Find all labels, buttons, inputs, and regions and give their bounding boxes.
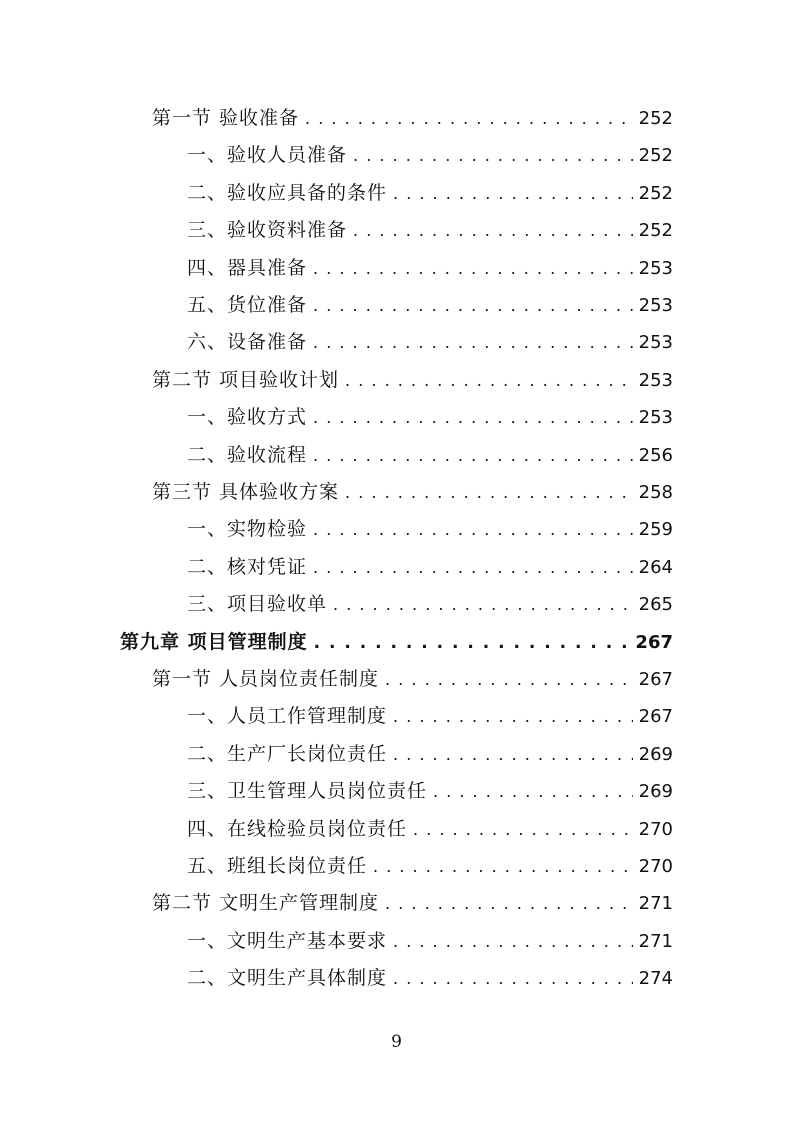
toc-entry xyxy=(187,324,673,361)
toc-dot-leader xyxy=(305,100,633,137)
toc-entry xyxy=(187,212,673,249)
page-number: 9 xyxy=(391,1032,402,1052)
toc-dot-leader xyxy=(313,324,633,361)
toc-entry-title: 二、核对凭证 xyxy=(187,556,308,578)
toc-entry-title: 第二节 文明生产管理制度 xyxy=(152,892,380,914)
toc-entry-page: 270 xyxy=(638,819,673,840)
toc-entry xyxy=(152,661,673,698)
toc-entry xyxy=(187,923,673,960)
toc-entry-page: 252 xyxy=(638,220,673,241)
toc-entry-title: 第一节 验收准备 xyxy=(152,107,300,129)
toc-entry-title: 四、器具准备 xyxy=(187,257,308,279)
toc-entry-title: 第二节 项目验收计划 xyxy=(152,369,340,391)
toc-entry xyxy=(187,773,673,810)
toc-dot-leader xyxy=(345,362,633,399)
toc-entry xyxy=(187,586,673,623)
toc-dot-leader xyxy=(313,399,633,436)
toc-entry-title: 一、文明生产基本要求 xyxy=(187,930,388,952)
toc-entry-title: 二、验收流程 xyxy=(187,444,308,466)
toc-entry-title: 五、货位准备 xyxy=(187,294,308,316)
toc-entry-title: 四、在线检验员岗位责任 xyxy=(187,818,408,840)
toc-dot-leader xyxy=(413,811,633,848)
toc-entry xyxy=(187,736,673,773)
toc-entry-title: 三、验收资料准备 xyxy=(187,219,348,241)
toc-dot-leader xyxy=(345,474,633,511)
toc-entry xyxy=(187,399,673,436)
toc-entry-title: 第一节 人员岗位责任制度 xyxy=(152,668,380,690)
toc-dot-leader xyxy=(333,586,633,623)
toc-entry xyxy=(187,698,673,735)
toc-dot-leader xyxy=(393,736,633,773)
toc-entry-page: 252 xyxy=(638,108,673,129)
toc-entry-page: 271 xyxy=(638,893,673,914)
toc-entry-title: 三、项目验收单 xyxy=(187,593,328,615)
toc-entry-title: 一、验收人员准备 xyxy=(187,144,348,166)
toc-entry-page: 267 xyxy=(635,632,673,653)
toc-entry-page: 269 xyxy=(638,781,673,802)
toc-entry-page: 252 xyxy=(638,183,673,204)
toc-entry-page: 267 xyxy=(638,669,673,690)
toc-entry-page: 259 xyxy=(638,519,673,540)
toc-entry-page: 253 xyxy=(638,295,673,316)
toc-entry-page: 256 xyxy=(638,445,673,466)
toc-entry-title: 六、设备准备 xyxy=(187,331,308,353)
toc-entry-title: 一、实物检验 xyxy=(187,518,308,540)
toc-entry xyxy=(187,511,673,548)
toc-dot-leader xyxy=(353,212,633,249)
toc-dot-leader xyxy=(385,885,633,922)
toc-entry xyxy=(187,250,673,287)
toc-entry-page: 252 xyxy=(638,145,673,166)
toc-entry-page: 265 xyxy=(638,594,673,615)
toc-entry xyxy=(152,474,673,511)
toc-entry xyxy=(187,960,673,997)
toc-entry xyxy=(152,100,673,137)
toc-entry xyxy=(120,624,673,661)
toc-entry xyxy=(187,437,673,474)
toc-entry-title: 第三节 具体验收方案 xyxy=(152,481,340,503)
toc-dot-leader xyxy=(314,625,630,662)
toc-entry-page: 253 xyxy=(638,258,673,279)
toc-dot-leader xyxy=(353,137,633,174)
toc-dot-leader xyxy=(393,698,633,735)
toc-entry xyxy=(187,848,673,885)
toc-entry-page: 271 xyxy=(638,931,673,952)
toc-entry-page: 258 xyxy=(638,482,673,503)
toc-entry-title: 一、验收方式 xyxy=(187,406,308,428)
toc-dot-leader xyxy=(313,511,633,548)
toc-entry xyxy=(187,811,673,848)
toc-entry-page: 253 xyxy=(638,332,673,353)
toc-dot-leader xyxy=(393,175,633,212)
toc-dot-leader xyxy=(393,923,633,960)
toc-entry xyxy=(187,549,673,586)
toc-entry-page: 269 xyxy=(638,744,673,765)
toc-dot-leader xyxy=(433,773,633,810)
toc-entry-title: 二、生产厂长岗位责任 xyxy=(187,743,388,765)
toc-entry-page: 270 xyxy=(638,856,673,877)
toc-entry-title: 三、卫生管理人员岗位责任 xyxy=(187,780,428,802)
toc-entry-page: 274 xyxy=(638,968,673,989)
toc-dot-leader xyxy=(313,549,633,586)
toc-entry-page: 267 xyxy=(638,706,673,727)
toc-entry xyxy=(187,137,673,174)
toc-entry-page: 253 xyxy=(638,370,673,391)
toc-dot-leader xyxy=(313,250,633,287)
toc-dot-leader xyxy=(313,437,633,474)
toc-entry xyxy=(152,885,673,922)
toc-entry xyxy=(152,362,673,399)
toc-dot-leader xyxy=(393,960,633,997)
toc-entry-page: 253 xyxy=(638,407,673,428)
toc-dot-leader xyxy=(385,661,633,698)
toc-entry-page: 264 xyxy=(638,557,673,578)
toc-dot-leader xyxy=(373,848,633,885)
toc-entry-title: 五、班组长岗位责任 xyxy=(187,855,368,877)
toc-entry xyxy=(187,287,673,324)
toc-entry xyxy=(187,175,673,212)
toc-dot-leader xyxy=(313,287,633,324)
toc-entry-title: 一、人员工作管理制度 xyxy=(187,705,388,727)
toc-entry-title: 第九章 项目管理制度 xyxy=(120,631,308,653)
toc-entry-title: 二、文明生产具体制度 xyxy=(187,967,388,989)
toc-entry-title: 二、验收应具备的条件 xyxy=(187,182,388,204)
